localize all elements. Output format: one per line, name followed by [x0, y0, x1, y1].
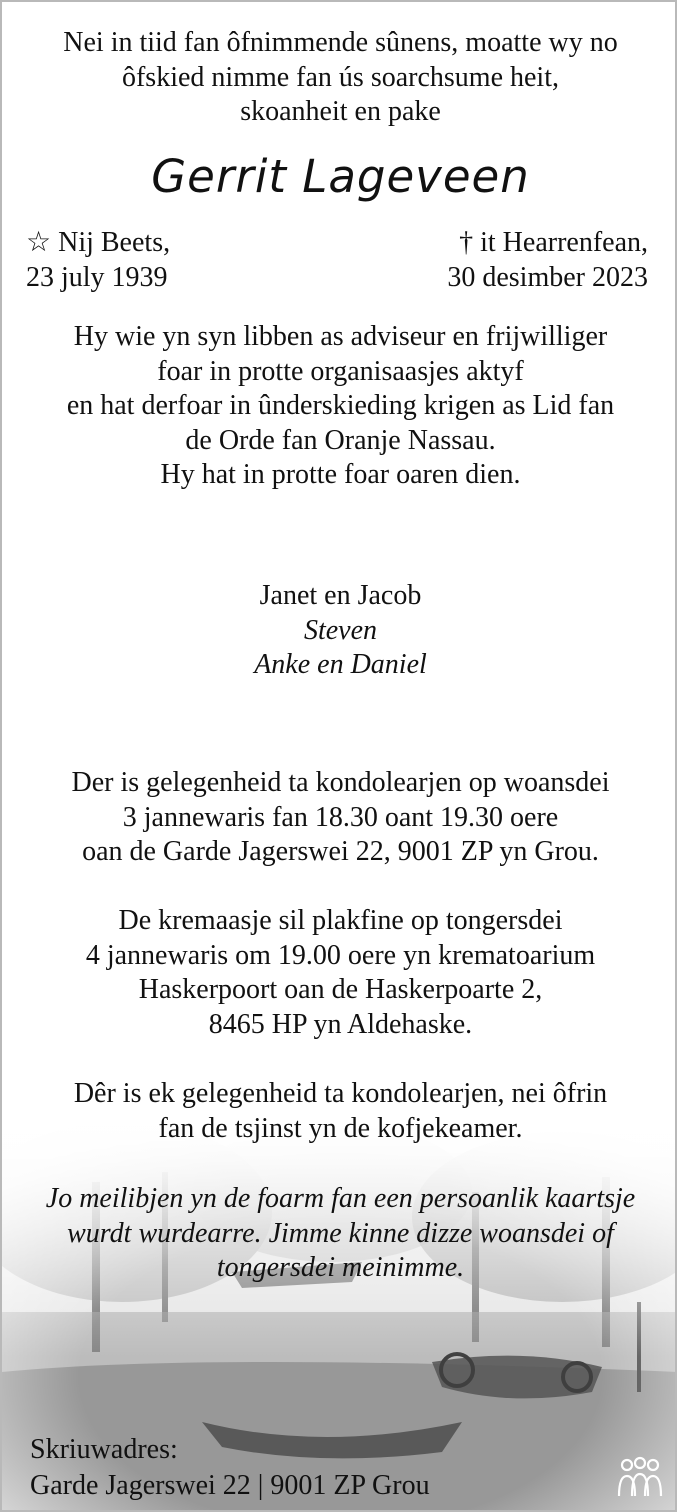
tribute-line: en hat derfoar in ûnderskieding krigen as Lid fan — [66, 390, 615, 421]
intro-line: Nei in tiid fan ôfnimmende sûnens, moatte wy no — [63, 27, 618, 58]
cremation-line: Haskerpoort oan de Haskerpoarte 2, — [138, 974, 543, 1005]
death-info — [447, 226, 648, 295]
intro-text — [2, 26, 677, 130]
cremation-line: De kremaasje sil plakfine op tongersdei — [118, 905, 563, 936]
tribute-line: foar in protte organisaasjes aktyf — [157, 355, 524, 387]
address-line: Garde Jagerswei 22 | 9001 ZP Grou — [30, 1470, 430, 1501]
family-line: Anke en Daniel — [254, 649, 427, 680]
intro-line: skoanheit en pake — [240, 96, 441, 127]
family-figures-icon — [615, 1456, 665, 1500]
condolence-line: 3 jannewaris fan 18.30 oant 19.30 oere — [122, 801, 559, 833]
family-names — [2, 579, 677, 683]
cremation-text — [2, 904, 677, 1042]
family-line: Janet en Jacob — [259, 580, 422, 611]
family-line: Steven — [303, 614, 378, 646]
birth-place: ☆ Nij Beets, — [26, 227, 171, 258]
birth-date: 23 july 1939 — [26, 261, 168, 293]
card-note — [2, 1182, 677, 1286]
coffee-line: Dêr is ek gelegenheid ta kondolearjen, nei ôfrin — [73, 1078, 608, 1109]
coffee-line: fan de tsjinst yn de kofjekeamer. — [158, 1112, 523, 1144]
tribute-line: Hy wie yn syn libben as adviseur en frijwilliger — [73, 321, 608, 352]
card-note-line: wurdt wurdearre. Jimme kinne dizze woansdei of — [67, 1217, 614, 1249]
tribute-line: de Orde fan Oranje Nassau. — [185, 424, 496, 456]
address-label: Skriuwadres: — [30, 1434, 178, 1465]
condolence-text — [2, 766, 677, 870]
condolence-line: oan de Garde Jagerswei 22, 9001 ZP yn Grou. — [82, 836, 599, 867]
condolence-line: Der is gelegenheid ta kondolearjen op woansdei — [71, 767, 610, 798]
card-note-line: tongersdei meinimme. — [216, 1252, 465, 1283]
tribute-text — [2, 320, 677, 493]
deceased-name: Gerrit Lageveen — [151, 150, 530, 203]
death-date: 30 desimber 2023 — [447, 261, 648, 293]
address-block — [30, 1432, 430, 1504]
cremation-line: 4 jannewaris om 19.00 oere yn krematoarium — [85, 939, 596, 971]
tribute-line: Hy hat in protte foar oaren dien. — [160, 459, 521, 490]
card-note-line: Jo meilibjen yn de foarm fan een persoanlik kaartsje — [45, 1183, 636, 1214]
cremation-line: 8465 HP yn Aldehaske. — [208, 1008, 473, 1040]
coffee-text — [2, 1077, 677, 1146]
birth-info — [26, 226, 170, 295]
intro-line: ôfskied nimme fan ús soarchsume heit, — [121, 61, 559, 93]
death-place: † it Hearrenfean, — [459, 227, 648, 258]
